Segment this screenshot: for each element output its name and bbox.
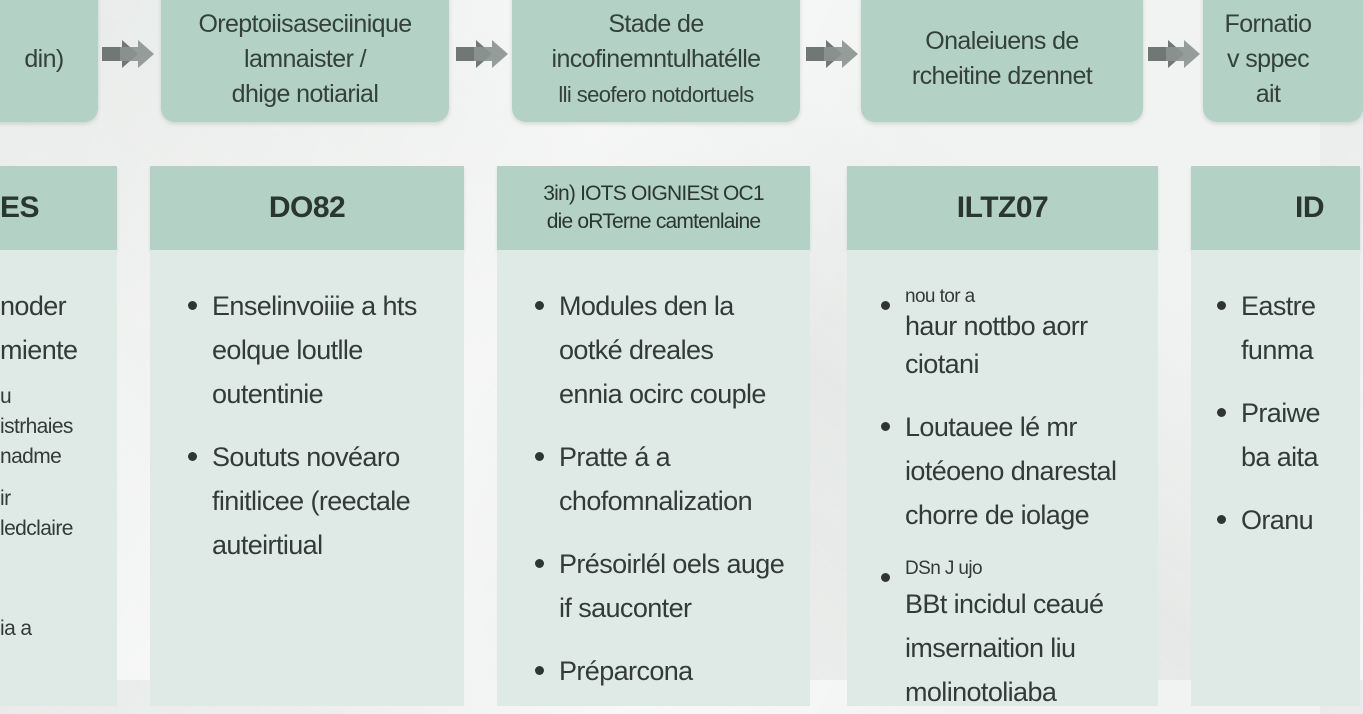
bullet-item bbox=[535, 284, 790, 416]
column-heading-text: 3in) IOTS OIGNIESt OC1 bbox=[543, 182, 764, 205]
column-body bbox=[150, 250, 464, 706]
bullet-text: ba aita bbox=[1241, 442, 1318, 472]
bullet-text: Préparcona bbox=[559, 656, 693, 686]
bullet-text: ennia ocirc couple bbox=[559, 379, 766, 409]
column-heading-text: ID bbox=[1295, 191, 1324, 224]
column-body bbox=[497, 250, 810, 706]
process-step-1 bbox=[0, 0, 98, 122]
right-arrow-icon bbox=[454, 37, 510, 71]
bullet-text: Présoirlél oels auge bbox=[559, 549, 785, 579]
bullet-text: if sauconter bbox=[559, 593, 692, 623]
bullet-text: BBt incidul ceaué bbox=[905, 589, 1104, 619]
column-heading-text: die oRTerne camtenlaine bbox=[546, 210, 761, 233]
bullet-text: funma bbox=[1241, 335, 1314, 365]
bullet-item bbox=[1217, 391, 1340, 479]
column-5 bbox=[1191, 166, 1360, 706]
bullet-list bbox=[881, 284, 1138, 714]
bullet-list bbox=[188, 284, 444, 567]
step-text: din) bbox=[24, 44, 64, 73]
bullet-item bbox=[535, 542, 790, 630]
step-text: v sppec bbox=[1227, 44, 1309, 73]
bullet-list bbox=[535, 284, 790, 693]
process-step-2 bbox=[161, 0, 449, 122]
bullet-text: Oranu bbox=[1241, 505, 1314, 535]
bullet-list bbox=[1217, 284, 1340, 542]
bullet-item bbox=[881, 405, 1138, 537]
bullet-text: chorre de iolage bbox=[905, 500, 1090, 530]
list-item: noder bbox=[0, 291, 67, 321]
list-item: u bbox=[0, 385, 12, 408]
step-text: Fornatio bbox=[1224, 9, 1312, 38]
bullet-item bbox=[535, 649, 790, 693]
column-list bbox=[0, 284, 117, 644]
column-1 bbox=[0, 166, 117, 706]
bullet-item bbox=[535, 435, 790, 523]
bullet-text: iotéoeno dnarestal bbox=[905, 456, 1117, 486]
bullet-item bbox=[1217, 498, 1340, 542]
column-heading bbox=[150, 166, 464, 250]
column-body bbox=[0, 250, 117, 706]
column-heading bbox=[0, 166, 117, 250]
bullet-text: nou tor a bbox=[905, 286, 975, 307]
process-step-4 bbox=[861, 0, 1143, 122]
bullet-item bbox=[881, 556, 1138, 714]
bullet-text: DSn J ujo bbox=[905, 558, 982, 579]
bullet-text: Modules den la bbox=[559, 291, 734, 321]
column-body bbox=[1191, 250, 1360, 706]
step-text: Stade de bbox=[608, 9, 704, 38]
column-heading bbox=[497, 166, 810, 250]
step-text: lli seofero notdortuels bbox=[558, 81, 754, 107]
right-arrow-icon bbox=[804, 37, 860, 71]
column-heading-text: ILTZ07 bbox=[956, 191, 1049, 224]
list-item: miente bbox=[0, 335, 78, 365]
step-text: ait bbox=[1255, 79, 1281, 108]
column-heading bbox=[847, 166, 1158, 250]
column-4 bbox=[847, 166, 1158, 706]
bullet-text: ciotani bbox=[905, 349, 979, 379]
bullet-text: Enselinvoiiie a hts bbox=[212, 291, 417, 321]
bullet-text: Loutauee lé mr bbox=[905, 412, 1077, 442]
step-text: incofinemntulhatélle bbox=[551, 44, 761, 73]
bullet-text: chofomnalization bbox=[559, 486, 753, 516]
bullet-text: outentinie bbox=[212, 379, 324, 409]
bullet-item bbox=[881, 284, 1138, 386]
column-3 bbox=[497, 166, 810, 706]
step-text: lamnaister / bbox=[243, 44, 366, 73]
column-heading bbox=[1191, 166, 1360, 250]
bullet-text: finitlicee (reectale bbox=[212, 486, 411, 516]
process-step-5 bbox=[1203, 0, 1363, 122]
column-heading-text: DO82 bbox=[268, 191, 346, 224]
right-arrow-icon bbox=[1146, 37, 1202, 71]
column-body bbox=[847, 250, 1158, 706]
bullet-text: eolque loutlle bbox=[212, 335, 363, 365]
list-item: nadme bbox=[0, 445, 62, 468]
process-step-3 bbox=[512, 0, 800, 122]
column-2 bbox=[150, 166, 464, 706]
bullet-item bbox=[188, 284, 444, 416]
bullet-text: auteirtiual bbox=[212, 530, 323, 560]
bullet-text: imsernaition liu bbox=[905, 633, 1076, 663]
column-heading-text: ES bbox=[0, 191, 40, 224]
list-item: ir bbox=[0, 487, 11, 510]
bullet-text: molinotoliaba bbox=[905, 677, 1057, 707]
list-item: istrhaies bbox=[0, 415, 73, 438]
step-text: rcheitine dzennet bbox=[911, 62, 1093, 90]
step-text: Onaleiuens de bbox=[925, 27, 1079, 55]
step-text: Oreptoiisaseciinique bbox=[198, 9, 412, 38]
step-text: dhige notiarial bbox=[231, 79, 379, 108]
bullet-item bbox=[188, 435, 444, 567]
bullet-text: Praiwe bbox=[1241, 398, 1320, 428]
bullet-text: Pratte á a bbox=[559, 442, 671, 472]
bullet-text: Soututs novéaro bbox=[212, 442, 400, 472]
bullet-item bbox=[1217, 284, 1340, 372]
list-item: ia a bbox=[0, 617, 32, 640]
bullet-text: Eastre bbox=[1241, 291, 1316, 321]
right-arrow-icon bbox=[100, 37, 156, 71]
bullet-text: haur nottbo aorr bbox=[905, 311, 1088, 341]
list-item: ledclaire bbox=[0, 517, 73, 540]
bullet-text: ootké dreales bbox=[559, 335, 714, 365]
